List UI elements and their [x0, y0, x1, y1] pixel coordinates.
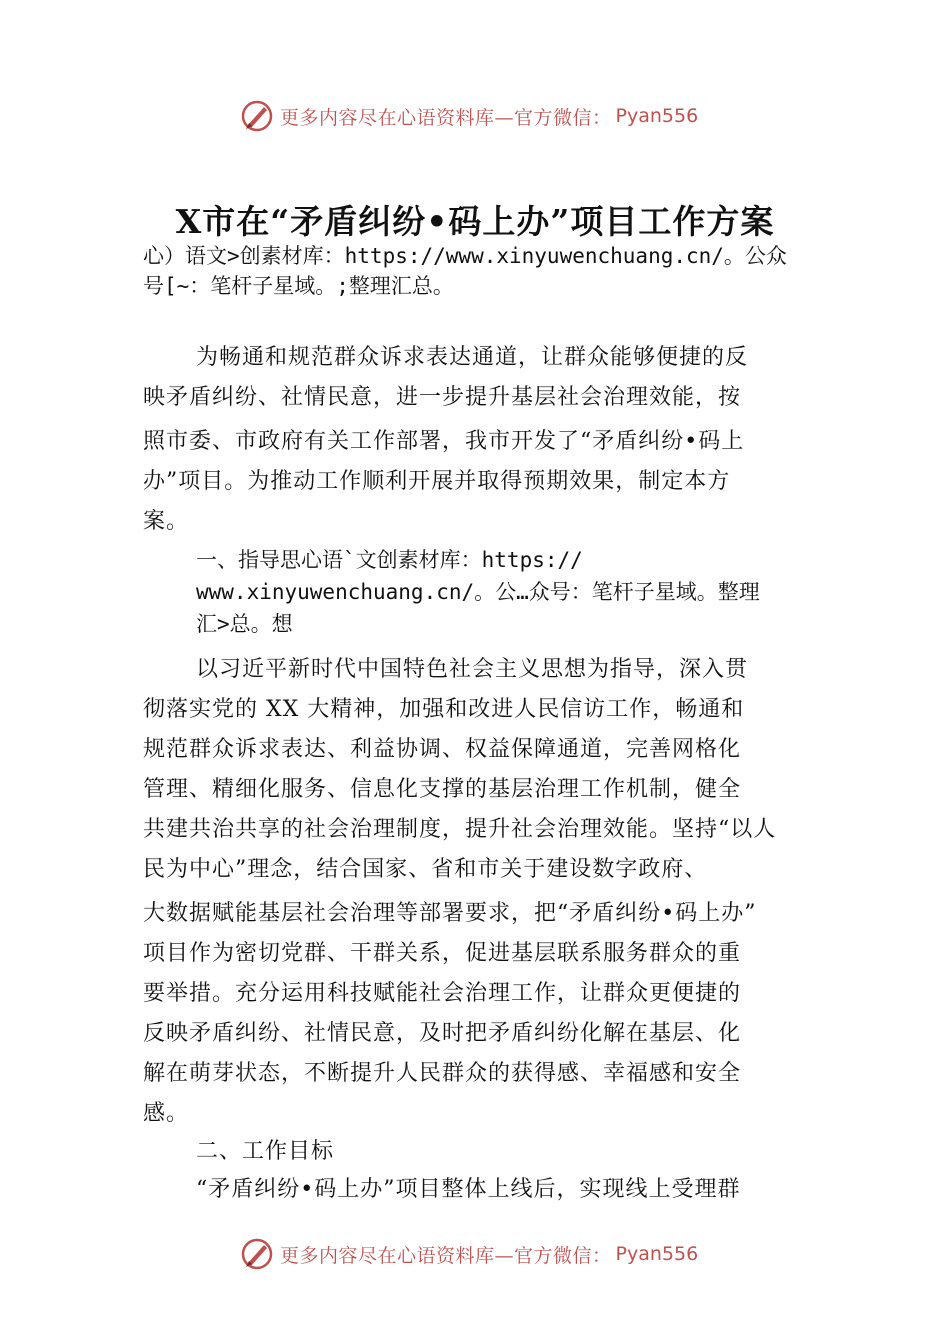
document-title: X市在“矛盾纠纷•码上办”项目工作方案: [175, 202, 775, 241]
paragraph-line: 为畅通和规范群众诉求表达通道，让群众能够便捷的反: [196, 345, 749, 370]
watermark-wechat-id: Pyan556: [615, 105, 699, 127]
paragraph-line: 照市委、市政府有关工作部署，我市开发了“矛盾纠纷•码上: [143, 429, 745, 454]
paragraph-line: 映矛盾纠纷、社情民意，进一步提升基层社会治理效能，按: [143, 385, 742, 410]
source-note-line: 心）语文>创素材库：https://www.xinyuwenchuang.cn/。公众: [143, 244, 787, 268]
pen-logo-icon: [240, 99, 274, 133]
watermark-banner-top: [0, 96, 950, 136]
paragraph-line: 反映矛盾纠纷、社情民意，及时把矛盾纠纷化解在基层、化: [143, 1021, 742, 1046]
watermark-wechat-id: Pyan556: [615, 1243, 699, 1265]
source-note-line: 号[~：笔杆子星域。;整理汇总。: [143, 274, 454, 298]
paragraph-line: 感。: [143, 1101, 190, 1126]
paragraph-line: 规范群众诉求表达、利益协调、权益保障通道，完善网格化: [143, 737, 742, 762]
paragraph-line: 要举措。充分运用科技赋能社会治理工作，让群众更便捷的: [143, 981, 742, 1006]
paragraph-line: 共建共治共享的社会治理制度，提升社会治理效能。坚持“以人: [143, 817, 777, 842]
paragraph-line: 案。: [143, 509, 190, 534]
watermark-banner-bottom: [0, 1234, 950, 1274]
paragraph-line: 以习近平新时代中国特色社会主义思想为指导，深入贯: [196, 657, 749, 682]
paragraph-line: 项目作为密切党群、干群关系，促进基层联系服务群众的重: [143, 941, 742, 966]
section-heading-line: 一、指导思心语`文创素材库：https://: [196, 548, 583, 572]
pen-logo-icon: [240, 1237, 274, 1271]
section-heading-line: www.xinyuwenchuang.cn/。公…众号：笔杆子星域。整理: [196, 580, 760, 604]
watermark-text: 更多内容尽在心语资料库—官方微信：: [280, 1244, 612, 1267]
watermark-text: 更多内容尽在心语资料库—官方微信：: [280, 106, 612, 129]
section-heading: 二、工作目标: [196, 1139, 335, 1164]
paragraph-line: 办”项目。为推动工作顺利开展并取得预期效果，制定本方: [143, 469, 731, 494]
paragraph-line: 解在萌芽状态，不断提升人民群众的获得感、幸福感和安全: [143, 1061, 742, 1086]
paragraph-line: 管理、精细化服务、信息化支撑的基层治理工作机制，健全: [143, 777, 742, 802]
paragraph-line: 民为中心”理念，结合国家、省和市关于建设数字政府、: [143, 857, 708, 882]
paragraph-line: 彻落实党的 XX 大精神，加强和改进人民信访工作，畅通和: [143, 697, 745, 722]
section-heading-line: 汇>总。想: [196, 612, 293, 636]
paragraph-line: “矛盾纠纷•码上办”项目整体上线后，实现线上受理群: [196, 1177, 741, 1202]
paragraph-line: 大数据赋能基层社会治理等部署要求，把“矛盾纠纷•码上办”: [143, 901, 757, 926]
